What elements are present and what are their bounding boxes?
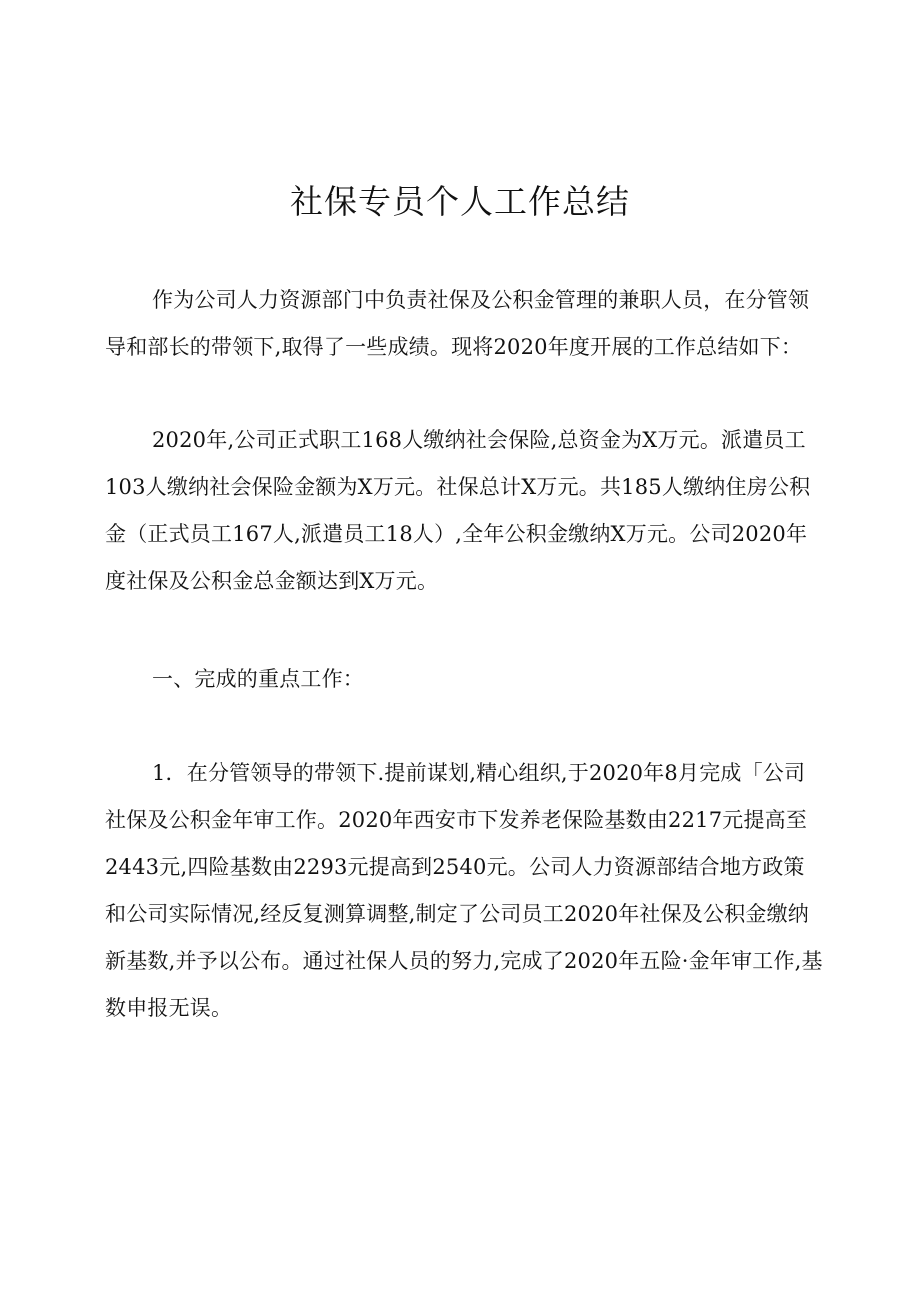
intro-paragraph: 作为公司人力资源部门中负责社保及公积金管理的兼职人员，在分管领导和部长的带领下,取得了一些成绩。现将2020年度开展的工作总结如下： <box>105 288 810 359</box>
statistics-paragraph: 2020年,公司正式职工168人缴纳社会保险,总资金为X万元。派遣员工103人缴纳社会保险金额为X万元。社保总计X万元。共185人缴纳住房公积金（正式员工167人,派遣员工18人）,全年公积金缴纳X万元。公司2020年度社保及公积金总金额达到X万元。 <box>105 428 811 593</box>
document-title: 社保专员个人工作总结 <box>290 182 630 221</box>
work-item-paragraph: 1．在分管领导的带领下.提前谋划,精心组织,于2020年8月完成「公司社保及公积金年审工作。2020年西安市下发养老保险基数由2217元提高至2443元,四险基数由2293元提高到2540元。公司人力资源部结合地方政策和公司实际情况,经反复测算调整,制定了公司员工2020年社保及公积金缴纳新基数,并予以公布。通过社保人员的努力,完成了2020年五险·金年审工作,基数申报无误。 <box>105 761 823 1020</box>
section-heading: 一、完成的重点工作： <box>152 667 364 691</box>
